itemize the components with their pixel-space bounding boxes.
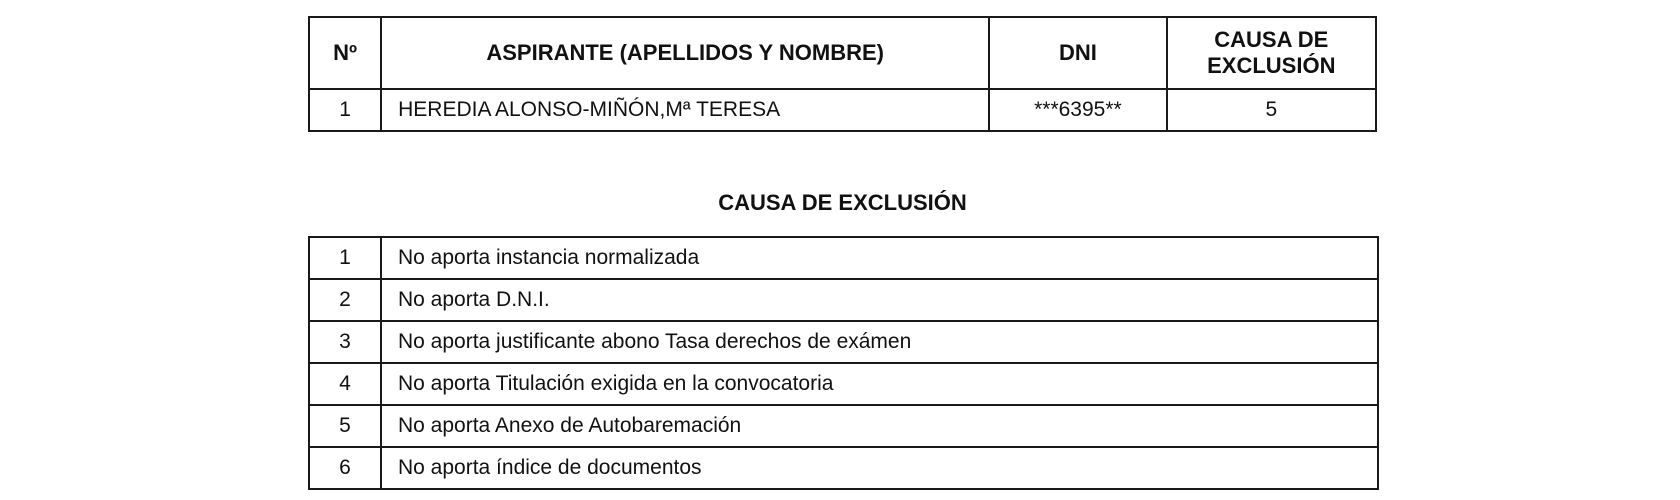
header-exclusion-cause-line1: CAUSA DE bbox=[1214, 27, 1329, 52]
table-row bbox=[309, 321, 1378, 363]
applicant-name: HEREDIA ALONSO-MIÑÓN,Mª TERESA bbox=[381, 89, 989, 131]
cause-number: 1 bbox=[309, 237, 381, 279]
table-row bbox=[309, 363, 1378, 405]
cause-number: 6 bbox=[309, 447, 381, 489]
cause-description: No aporta instancia normalizada bbox=[381, 237, 1378, 279]
cause-description: No aporta Titulación exigida en la convocatoria bbox=[381, 363, 1378, 405]
table-row bbox=[309, 405, 1378, 447]
applicants-header-row bbox=[309, 17, 1376, 89]
applicants-table bbox=[308, 16, 1377, 132]
cause-description: No aporta justificante abono Tasa derechos de exámen bbox=[381, 321, 1378, 363]
exclusion-causes-title: CAUSA DE EXCLUSIÓN bbox=[718, 190, 967, 215]
header-dni: DNI bbox=[989, 17, 1166, 89]
header-number: Nº bbox=[309, 17, 381, 89]
applicant-dni: ***6395** bbox=[989, 89, 1166, 131]
cause-number: 2 bbox=[309, 279, 381, 321]
header-exclusion-cause bbox=[1167, 17, 1376, 89]
table-row bbox=[309, 447, 1378, 489]
applicant-number: 1 bbox=[309, 89, 381, 131]
cause-description: No aporta índice de documentos bbox=[381, 447, 1378, 489]
cause-number: 3 bbox=[309, 321, 381, 363]
header-applicant: ASPIRANTE (APELLIDOS Y NOMBRE) bbox=[381, 17, 989, 89]
table-row bbox=[309, 237, 1378, 279]
header-exclusion-cause-line2: EXCLUSIÓN bbox=[1207, 53, 1336, 78]
cause-description: No aporta Anexo de Autobaremación bbox=[381, 405, 1378, 447]
table-row bbox=[309, 89, 1376, 131]
cause-number: 5 bbox=[309, 405, 381, 447]
cause-description: No aporta D.N.I. bbox=[381, 279, 1378, 321]
table-row bbox=[309, 279, 1378, 321]
exclusion-causes-table bbox=[308, 236, 1379, 490]
cause-number: 4 bbox=[309, 363, 381, 405]
applicant-exclusion-cause: 5 bbox=[1167, 89, 1376, 131]
